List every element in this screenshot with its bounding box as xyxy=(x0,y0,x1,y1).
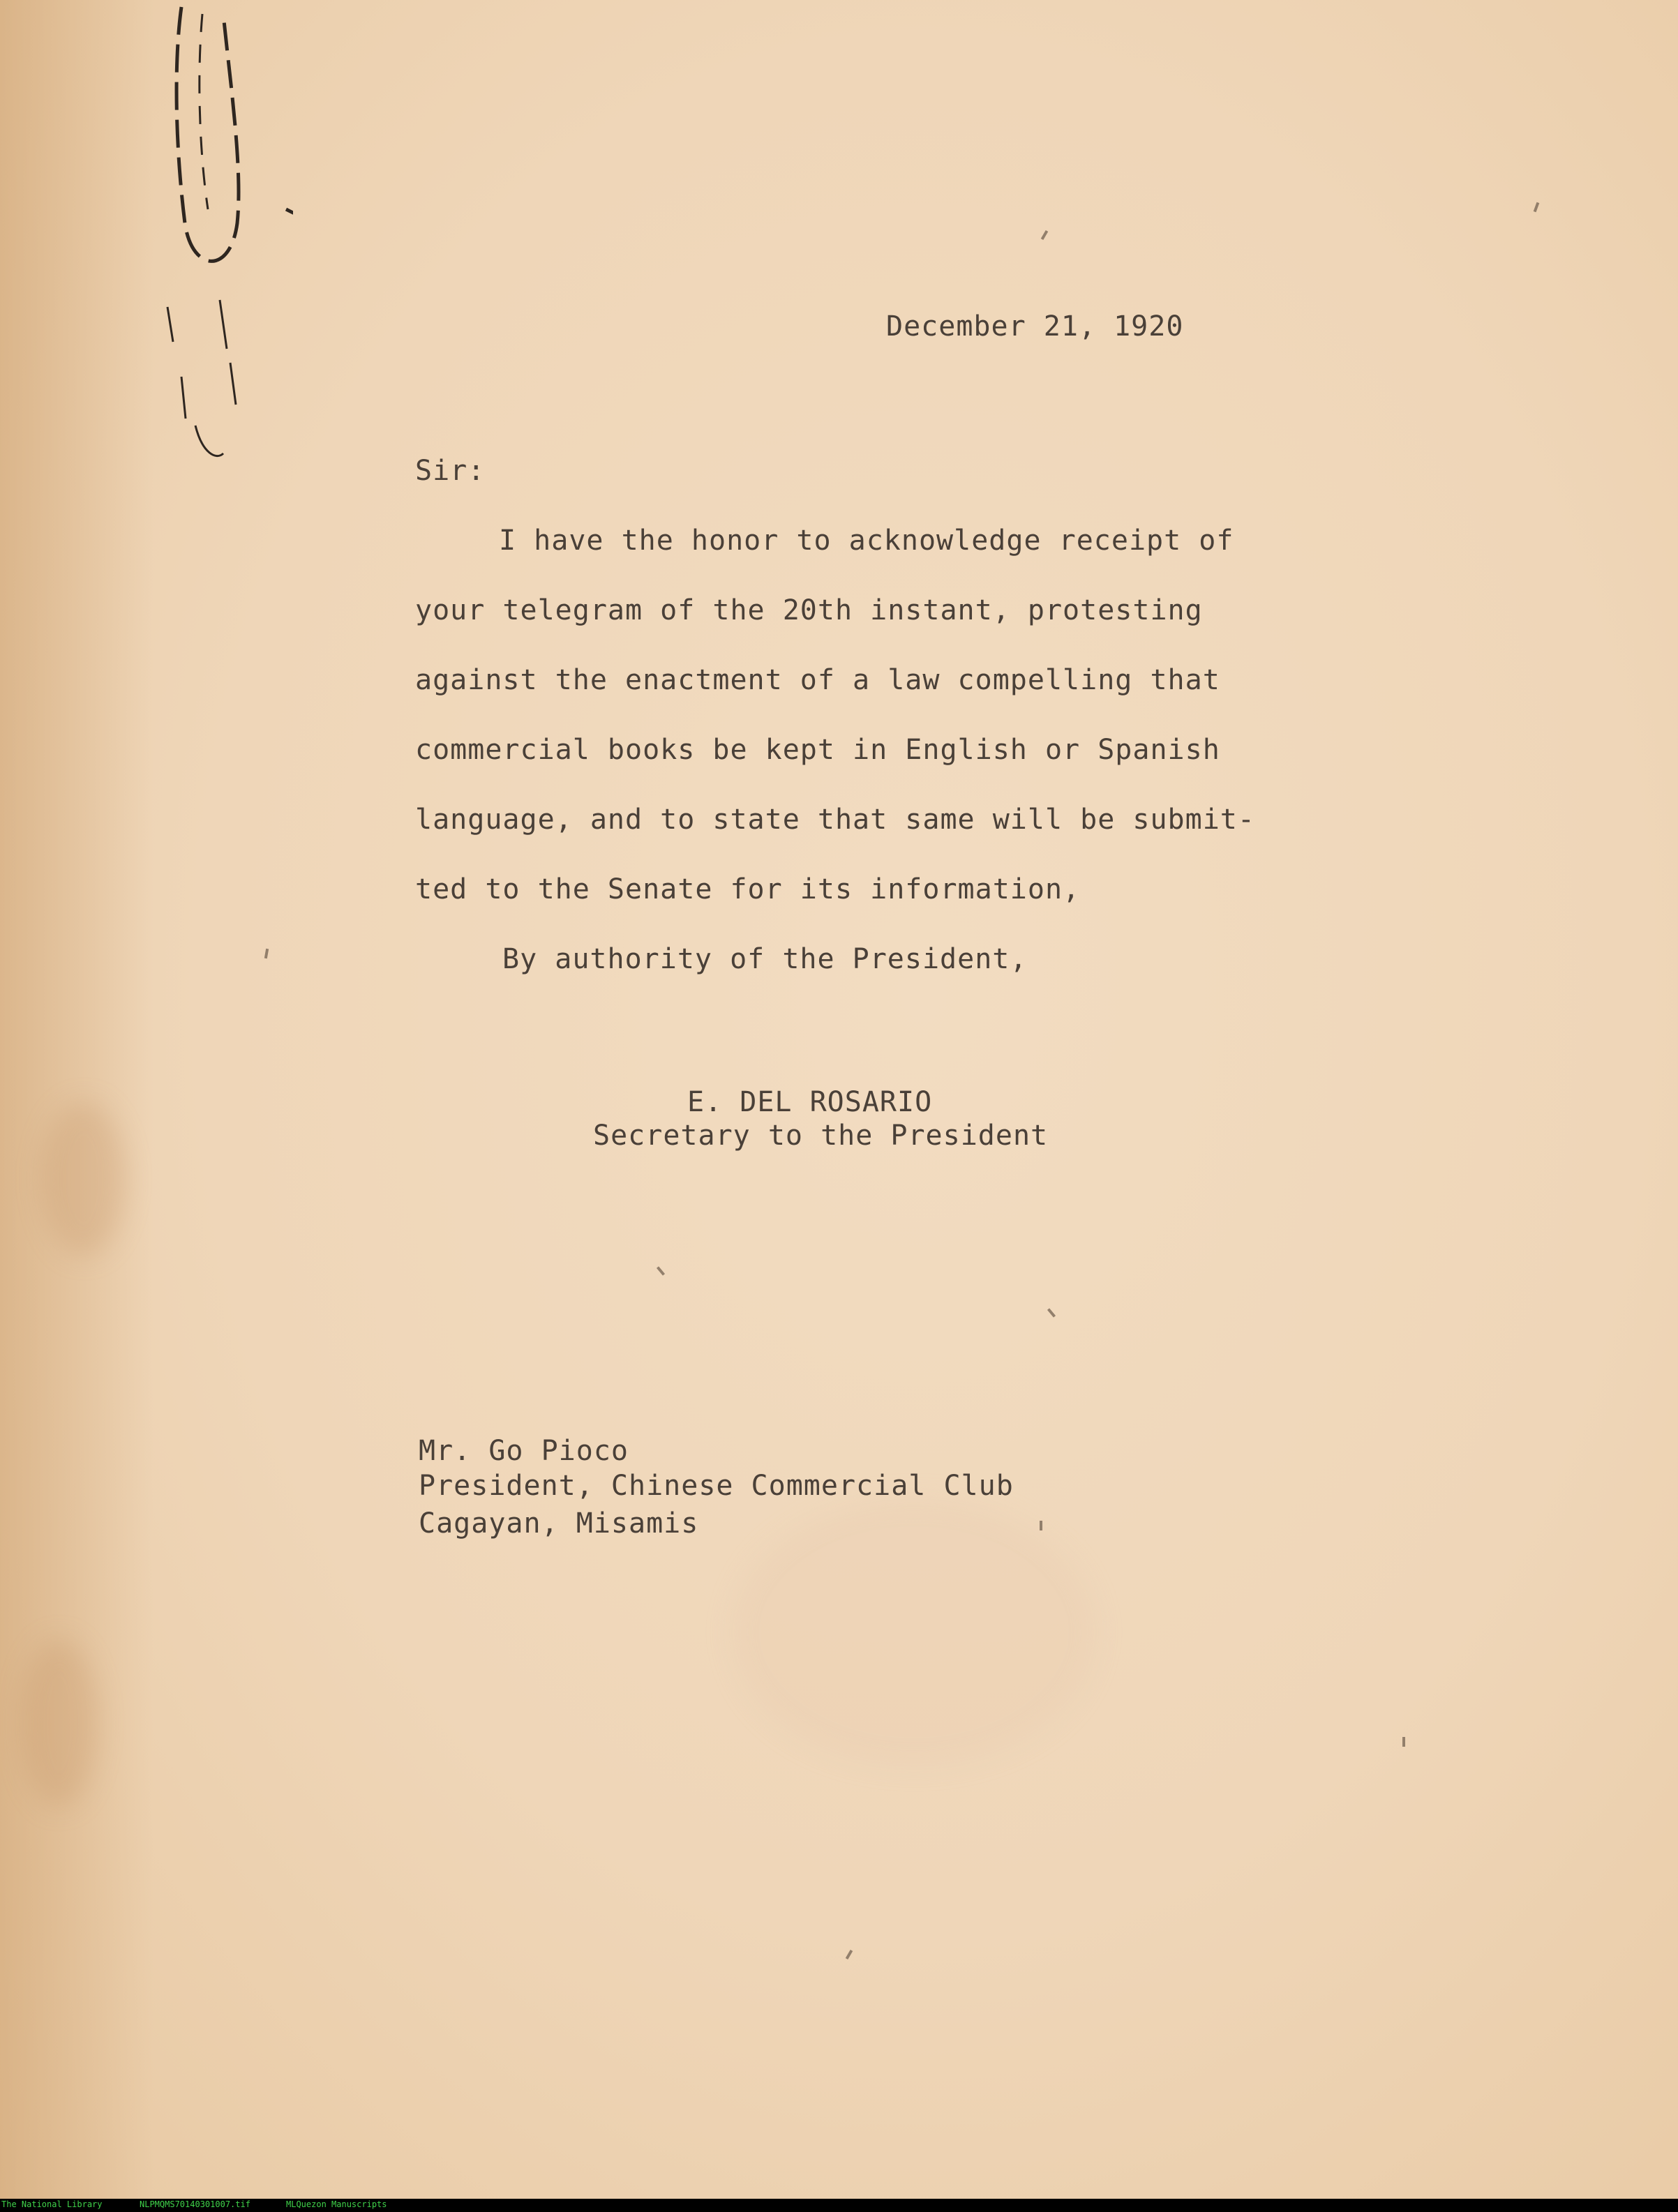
letter-date: December 21, 1920 xyxy=(886,310,1184,343)
stain-spot xyxy=(42,1102,126,1256)
body-line: commercial books be kept in English or Spanish xyxy=(415,734,1220,766)
signatory-name: E. DEL ROSARIO xyxy=(687,1086,933,1118)
footer-library: The National Library xyxy=(1,2199,103,2209)
addressee-line: Mr. Go Pioco xyxy=(419,1435,629,1467)
body-line: ted to the Senate for its information, xyxy=(415,873,1081,905)
body-line: your telegram of the 20th instant, protesting xyxy=(415,594,1203,626)
footer-file-id: NLPMQMS70140301007.tif xyxy=(140,2199,250,2209)
addressee-line: President, Chinese Commercial Club xyxy=(419,1470,1014,1502)
salutation: Sir: xyxy=(415,455,486,487)
stain-spot xyxy=(733,1500,1095,1765)
body-line: I have the honor to acknowledge receipt of xyxy=(499,525,1234,557)
footer-collection: MLQuezon Manuscripts xyxy=(286,2199,387,2209)
body-line: against the enactment of a law compelling that xyxy=(415,664,1220,696)
stain-spot xyxy=(21,1639,98,1807)
addressee-line: Cagayan, Misamis xyxy=(419,1507,699,1540)
scan-footer xyxy=(0,2199,1678,2212)
paper-clip-mark xyxy=(153,0,293,474)
edge-stain xyxy=(0,0,153,2199)
body-line: language, and to state that same will be submit- xyxy=(415,804,1255,836)
authority-line: By authority of the President, xyxy=(502,943,1028,975)
signatory-title: Secretary to the President xyxy=(593,1120,1049,1152)
